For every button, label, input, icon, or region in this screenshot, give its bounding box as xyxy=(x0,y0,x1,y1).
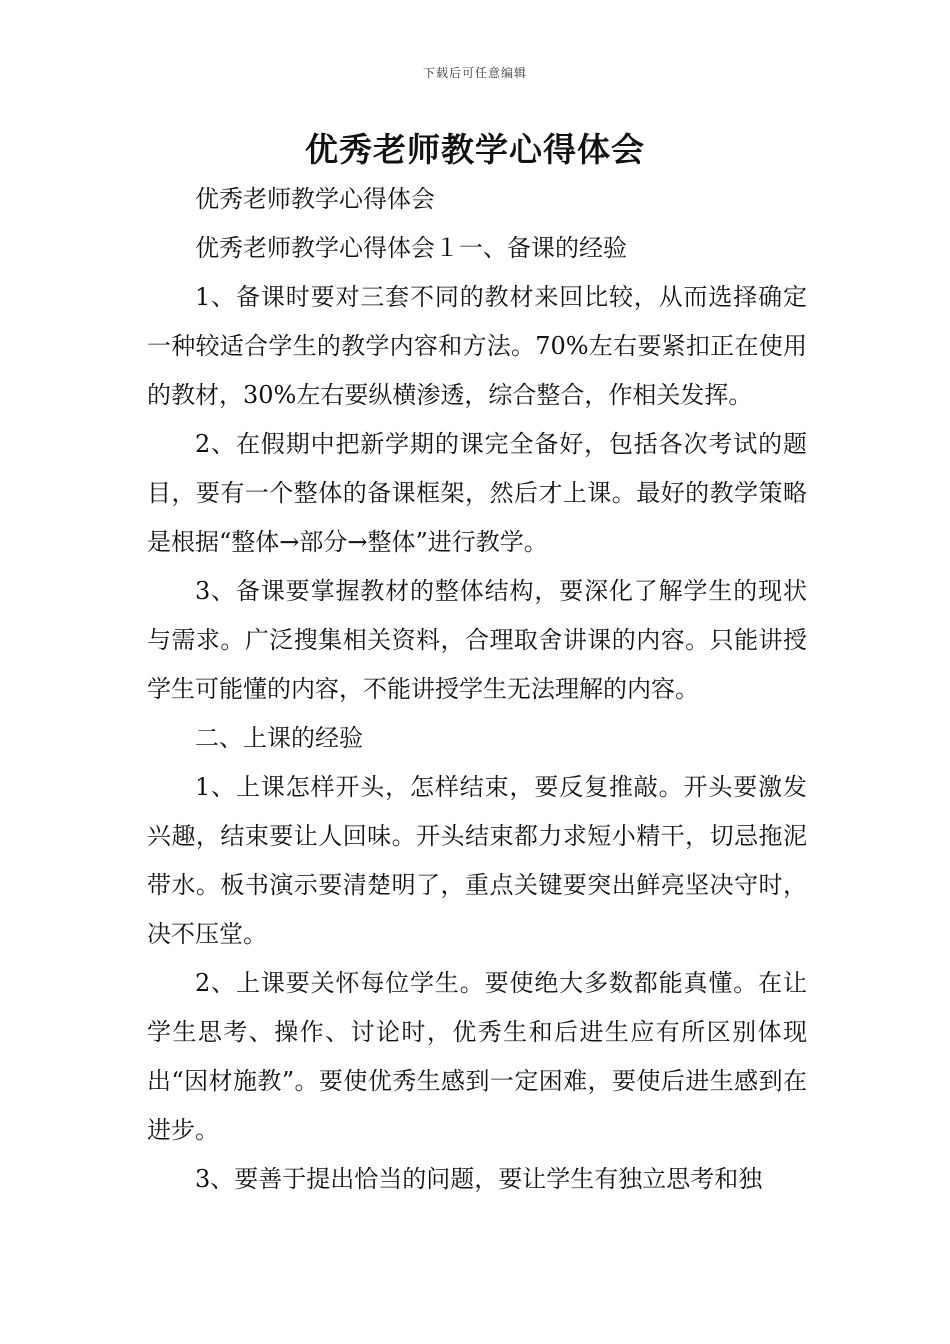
paragraph-section-2-heading: 二、上课的经验 xyxy=(195,724,363,752)
paragraph-prep-1: 1、备课时要对三套不同的教材来回比较，从而选择确定一种较适合学生的教学内容和方法。70%左右要紧扣正在使用的教材，30%左右要纵横渗透，综合整合，作相关发挥。 xyxy=(147,283,807,409)
paragraph-subtitle: 优秀老师教学心得体会 xyxy=(195,185,435,213)
header-note: 下载后可任意编辑 xyxy=(422,66,527,80)
paragraph-class-1: 1、上课怎样开头，怎样结束，要反复推敲。开头要激发兴趣，结束要让人回味。开头结束都力求短小精干，切忌拖泥带水。板书演示要清楚明了，重点关键要突出鲜亮坚决守时，决不压堂。 xyxy=(147,773,807,948)
paragraph-section-1-heading: 优秀老师教学心得体会１一、备课的经验 xyxy=(195,234,627,262)
paragraph-class-2: 2、上课要关怀每位学生。要使绝大多数都能真懂。在让学生思考、操作、讨论时，优秀生和后进生应有所区别体现出“因材施教”。要使优秀生感到一定困难，要使后进生感到在进步。 xyxy=(147,969,807,1144)
paragraph-prep-3: 3、备课要掌握教材的整体结构，要深化了解学生的现状与需求。广泛搜集相关资料，合理取舍讲课的内容。只能讲授学生可能懂的内容，不能讲授学生无法理解的内容。 xyxy=(147,577,807,703)
document-title: 优秀老师教学心得体会 xyxy=(305,130,645,169)
paragraph-class-3: 3、要善于提出恰当的问题，要让学生有独立思考和独 xyxy=(195,1165,763,1193)
document-body xyxy=(147,175,807,1204)
paragraph-prep-2: 2、在假期中把新学期的课完全备好，包括各次考试的题目，要有一个整体的备课框架，然后才上课。最好的教学策略是根据“整体→部分→整体”进行教学。 xyxy=(147,430,807,556)
